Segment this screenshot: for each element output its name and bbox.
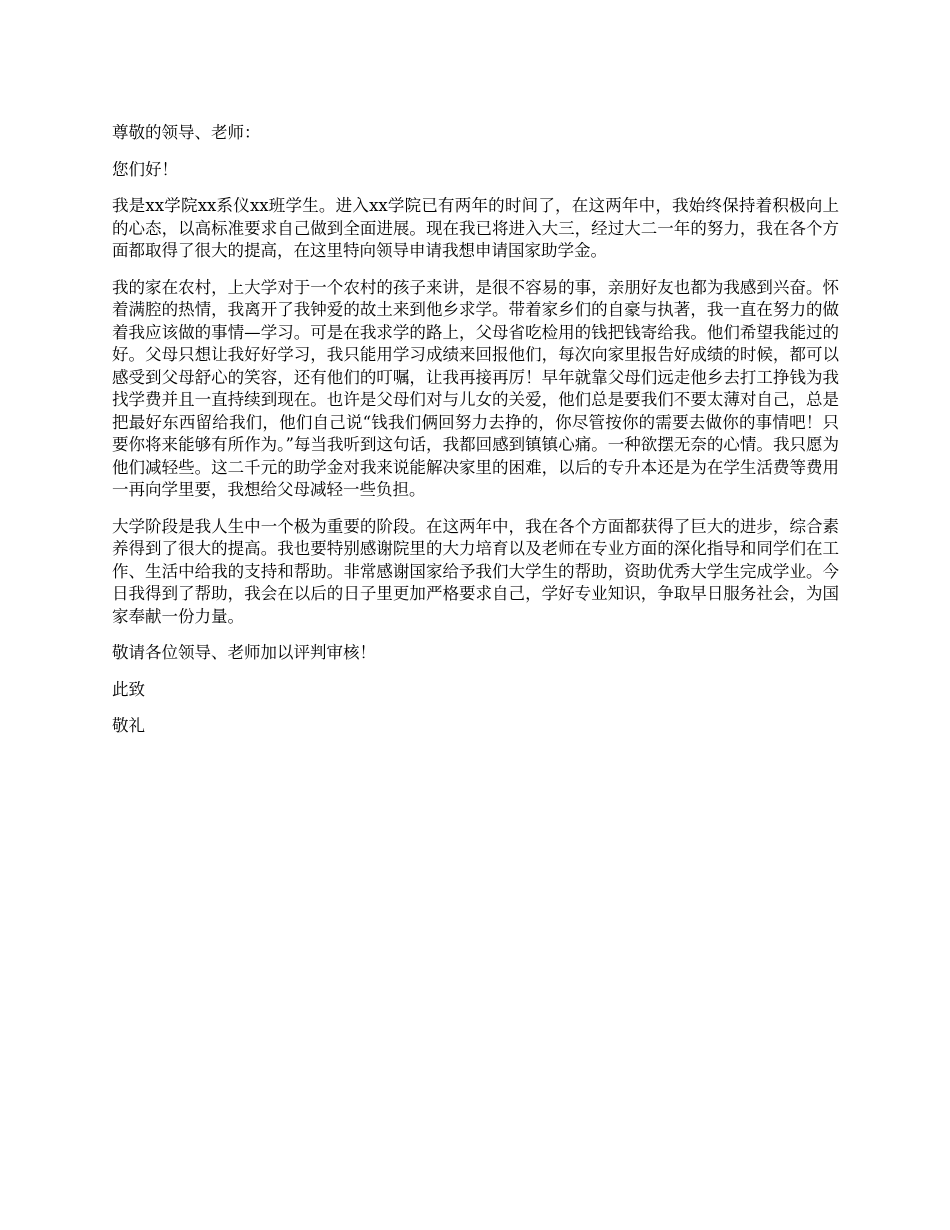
paragraph-introduction: 我是xx学院xx系仪xx班学生。进入xx学院已有两年的时间了，在这两年中，我始终保持着积极向上的心态，以高标准要求自己做到全面进展。现在我已将进入大三，经过大二一年的努力，我在各个方面都取得了很大的提高，在这里特向领导申请我想申请国家助学金。 <box>112 196 839 260</box>
closing-line-1: 此致 <box>112 679 145 699</box>
greeting: 您们好！ <box>112 159 178 179</box>
review-request: 敬请各位领导、老师加以评判审核！ <box>112 643 376 662</box>
paragraph-gratitude: 大学阶段是我人生中一个极为重要的阶段。在这两年中，我在各个方面都获得了巨大的进步，综合素养得到了很大的提高。我也要特别感谢院里的大力培育以及老师在专业方面的深化指导和同学们在工作、生活中给我的支持和帮助。非常感谢国家给予我们大学生的帮助，资助优秀大学生完成学业。今日我得到了帮助，我会在以后的日子里更加严格要求自己，学好专业知识，争取早日服务社会，为国家奉献一份力量。 <box>112 516 839 626</box>
letter-body <box>112 122 839 752</box>
paragraph-family-background: 我的家在农村，上大学对于一个农村的孩子来讲，是很不容易的事，亲朋好友也都为我感到兴奋。怀着满腔的热情，我离开了我钟爱的故土来到他乡求学。带着家乡们的自豪与执著，我一直在努力的做着我应该做的事情—学习。可是在我求学的路上，父母省吃检用的钱把钱寄给我。他们希望我能过的好。父母只想让我好好学习，我只能用学习成绩来回报他们，每次向家里报告好成绩的时候，都可以感受到父母舒心的笑容，还有他们的叮嘱，让我再接再厉！早年就靠父母们远走他乡去打工挣钱为我找学费并且一直持续到现在。也许是父母们对与儿女的关爱，他们总是要我们不要太薄对自己，总是把最好东西留给我们，他们自己说“钱我们俩回努力去挣的，你尽管按你的需要去做你的事情吧！只要你将来能够有所作为。”每当我听到这句话，我都回感到镇镇心痛。一种欲摆无奈的心情。我只愿为他们减轻些。这二千元的助学金对我来说能解决家里的困难，以后的专升本还是为在学生活费等费用一再向学里要，我想给父母减轻一些负担。 <box>112 277 839 499</box>
salutation: 尊敬的领导、老师： <box>112 123 261 142</box>
closing-line-2: 敬礼 <box>112 716 145 735</box>
